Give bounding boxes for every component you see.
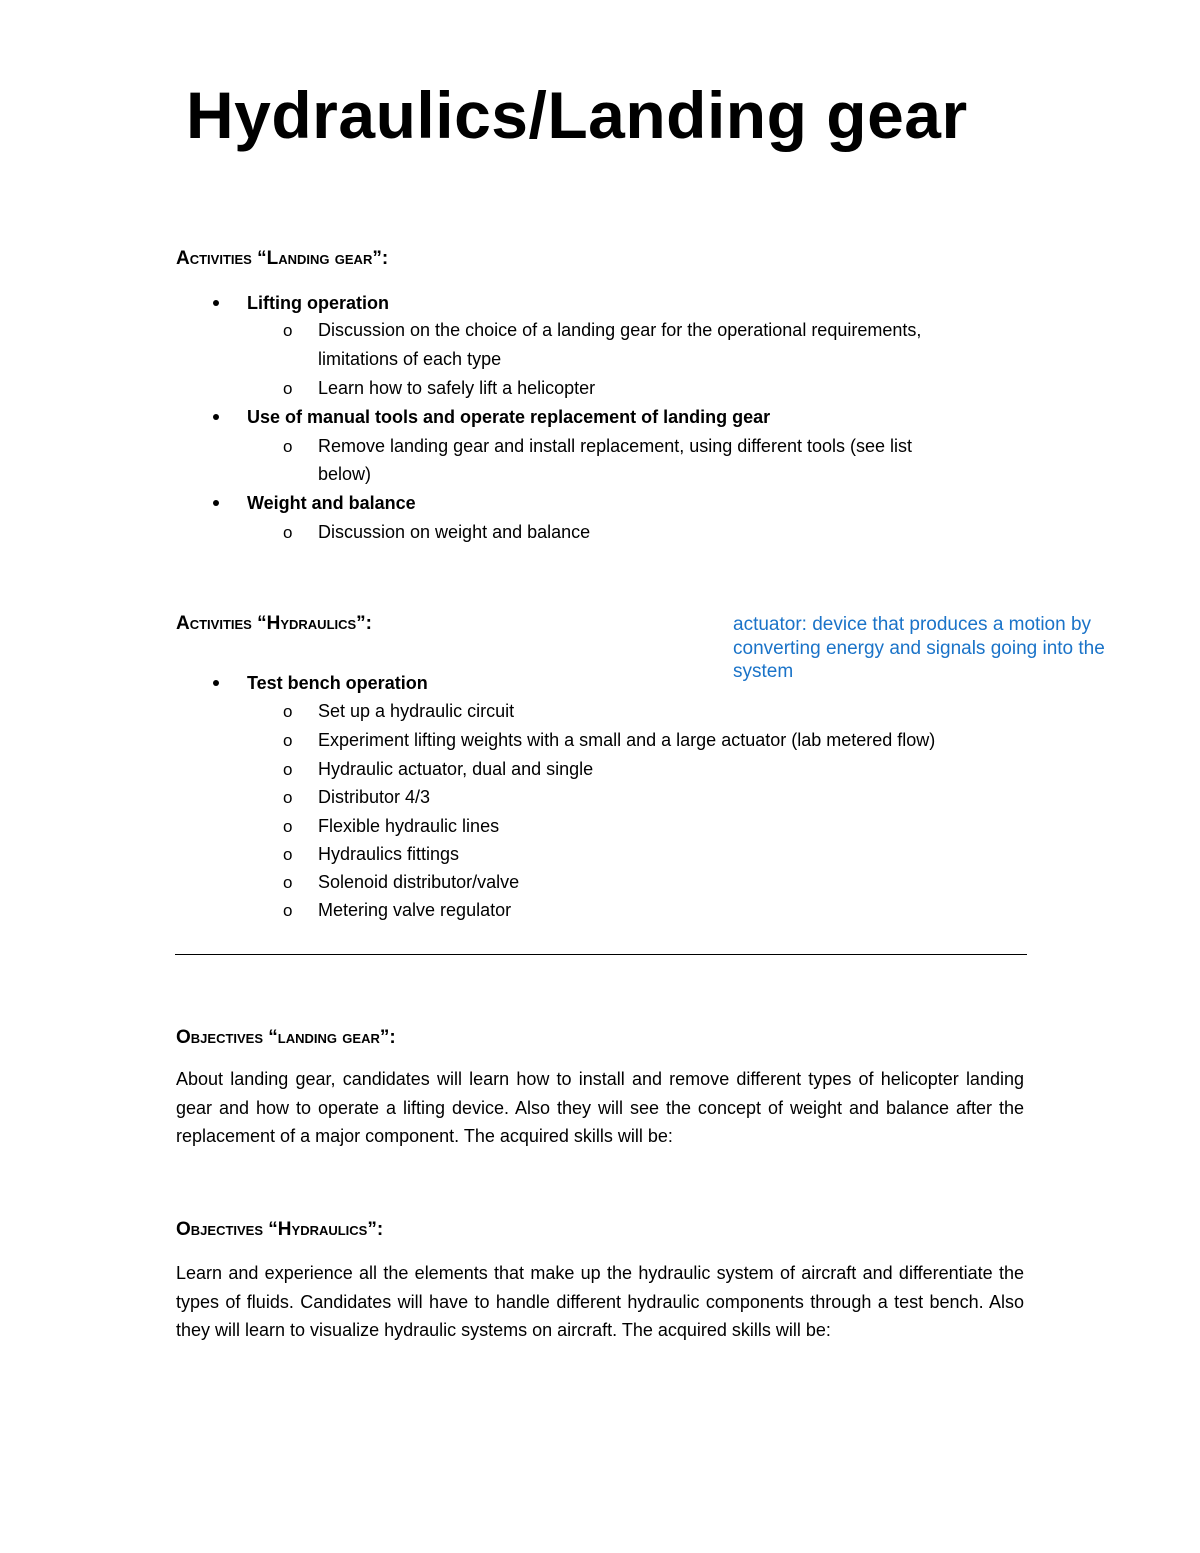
sub-item: Hydraulics fittings [318,844,460,864]
sub-bullet-icon: o [283,702,293,721]
sub-item: Metering valve regulator [318,900,512,920]
sub-bullet-icon: o [283,873,293,892]
sub-item: Remove landing gear and install replacement, using different tools (see list [318,436,912,456]
sub-bullet-icon: o [283,788,293,807]
list-item-weight-balance: Weight and balance [247,493,416,513]
heading-activities-landing-gear: Activities “Landing gear”: [176,248,389,269]
sub-bullet-icon: o [283,760,293,779]
sub-item: Discussion on the choice of a landing gear for the operational requirements, [318,320,922,340]
bullet-icon [213,300,219,306]
sub-bullet-icon: o [283,731,293,750]
sub-item: Hydraulic actuator, dual and single [318,759,594,779]
sub-bullet-icon: o [283,523,293,542]
heading-objectives-landing-gear: Objectives “landing gear”: [176,1027,396,1048]
list-item-test-bench: Test bench operation [247,673,428,693]
margin-comment: actuator: device that produces a motion by converting energy and signals going into the system [733,614,1105,682]
heading-objectives-hydraulics: Objectives “Hydraulics”: [176,1219,384,1240]
sub-item: Solenoid distributor/valve [318,872,520,892]
sub-bullet-icon: o [283,845,293,864]
sub-item: Experiment lifting weights with a small and a large actuator (lab metered flow) [318,730,936,750]
paragraph-objectives-hydraulics: Learn and experience all the elements that make up the hydraulic system of aircraft and differentiate the types of fluids. Candidates will have to handle different hydraulic components through a test bench. Also they will learn to visualize hydraulic systems on aircraft. The acquired skills will be: [176,1263,1024,1340]
sub-item: Flexible hydraulic lines [318,816,500,836]
paragraph-objectives-landing-gear: About landing gear, candidates will learn how to install and remove different types of helicopter landing gear and how to operate a lifting device. Also they will see the concept of weight and balance after the replacement of a major component. The acquired skills will be: [176,1069,1024,1146]
sub-item: Set up a hydraulic circuit [318,701,515,721]
sub-item: Learn how to safely lift a helicopter [318,378,596,398]
heading-activities-hydraulics: Activities “Hydraulics”: [176,613,373,634]
sub-item: Distributor 4/3 [318,787,431,807]
sub-item: Discussion on weight and balance [318,522,591,542]
bullet-icon [213,500,219,506]
page-title: Hydraulics/Landing gear [186,78,968,152]
sub-bullet-icon: o [283,901,293,920]
sub-bullet-icon: o [283,379,293,398]
horizontal-divider [175,954,1027,955]
bullet-icon [213,414,219,420]
sub-item-continuation: limitations of each type [318,349,502,369]
sub-bullet-icon: o [283,437,293,456]
bullet-icon [213,680,219,686]
list-item-lifting-operation: Lifting operation [247,293,389,313]
list-item-manual-tools: Use of manual tools and operate replacement of landing gear [247,407,771,427]
sub-bullet-icon: o [283,817,293,836]
sub-bullet-icon: o [283,321,293,340]
sub-item-continuation: below) [318,464,372,484]
